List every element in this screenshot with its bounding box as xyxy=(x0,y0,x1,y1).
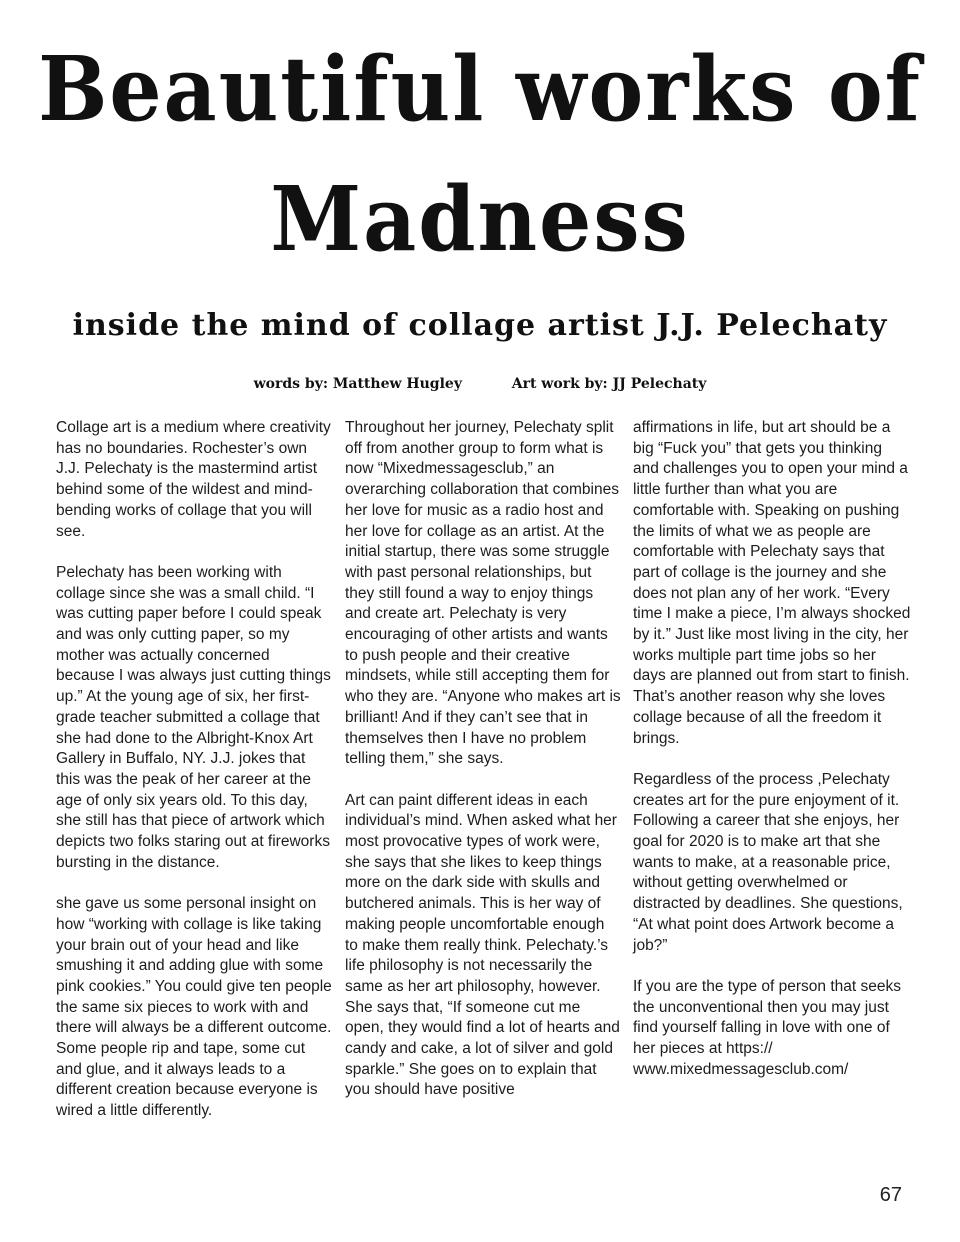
paragraph: Pelechaty has been working with collage since she was a small child. “I was cutting paper before I could speak and was only cutting paper, so my mother was actually concerned because I was always just cutting things up.” At the young age of six, her first-grade teacher submitted a collage that she had done to the Albright-Knox Art Gallery in Buffalo, NY. J.J. jokes that this was the peak of her career at the age of only six years old. To this day, she still has that piece of artwork which depicts two folks staring out at fireworks bursting in the distance. xyxy=(56,563,331,871)
text-column-3 xyxy=(633,418,911,1101)
paragraph: Regardless of the process ,Pelechaty creates art for the pure enjoyment of it. Following a career that she enjoys, her goal for 2020 is to make art that she wants to make, at a reasonable price, without getting overwhelmed or distracted by deadlines. She questions, “At what point does Artwork become a job?” xyxy=(633,770,903,954)
article-title-line-1: Beautiful works of xyxy=(38,38,922,142)
byline-artist: Art work by: JJ Pelechaty xyxy=(511,376,707,392)
article-title-line-2: Madness xyxy=(270,168,690,272)
paragraph: affirmations in life, but art should be a big “Fuck you” that gets you thinking and challenges you to open your mind a little further than what you are comfortable with. Speaking on pushing the limits of what we as people are comfortable with Pelechaty says that part of collage is the journey and she does not plan any of her work. “Every time I make a piece, I’m always shocked by it.” Just like most living in the city, her works multiple part time jobs so her days are planned out from start to finish. That’s another reason why she loves collage because of all the freedom it brings. xyxy=(633,419,911,747)
byline-writer: words by: Matthew Hugley xyxy=(253,376,462,392)
paragraph: Throughout her journey, Pelechaty split off from another group to form what is now “Mixedmessagesclub,” an overarching collaboration that combines her love for music as a radio host and her love for collage as an artist. At the initial startup, there was some struggle with past personal relationships, but they still found a way to enjoy things and create art. Pelechaty is very encouraging of other artists and wants to push people and their creative mindsets, while still accepting them for who they are. “Anyone who makes art is brilliant! And if they can’t see that in themselves then I have no problem telling them,” she says. xyxy=(345,419,621,768)
text-column-2 xyxy=(345,418,621,1122)
text-column-1 xyxy=(56,418,332,1143)
paragraph: If you are the type of person that seeks the unconventional then you may just find yourself falling in love with one of her pieces at https:// www.mixedmessagesclub.com/ xyxy=(633,977,901,1078)
page-number: 67 xyxy=(879,1184,902,1206)
paragraph: Art can paint different ideas in each individual’s mind. When asked what her most provocative types of work were, she says that she likes to keep things more on the dark side with skulls and butchered animals. This is her way of making people uncomfortable enough to make them really think. Pelechaty.’s life philosophy is not necessarily the same as her art philosophy, however. She says that, “If someone cut me open, they would find a lot of hearts and candy and cake, a lot of silver and gold sparkle.” She goes on to explain that you should have positive xyxy=(345,791,620,1099)
paragraph: she gave us some personal insight on how “working with collage is like taking your brain out of your head and like smushing it and adding glue with some pink cookies.” You could give ten people the same six pieces to work with and there will always be a different outcome. Some people rip and tape, some cut and glue, and it always leads to a different creation because everyone is wired a little differently. xyxy=(56,895,332,1120)
paragraph: Collage art is a medium where creativity has no boundaries. Rochester’s own J.J. Pelechaty is the mastermind artist behind some of the wildest and mind-bending works of collage that you will see. xyxy=(56,419,331,540)
article-subtitle: inside the mind of collage artist J.J. Pelechaty xyxy=(72,308,888,343)
byline xyxy=(0,374,960,394)
